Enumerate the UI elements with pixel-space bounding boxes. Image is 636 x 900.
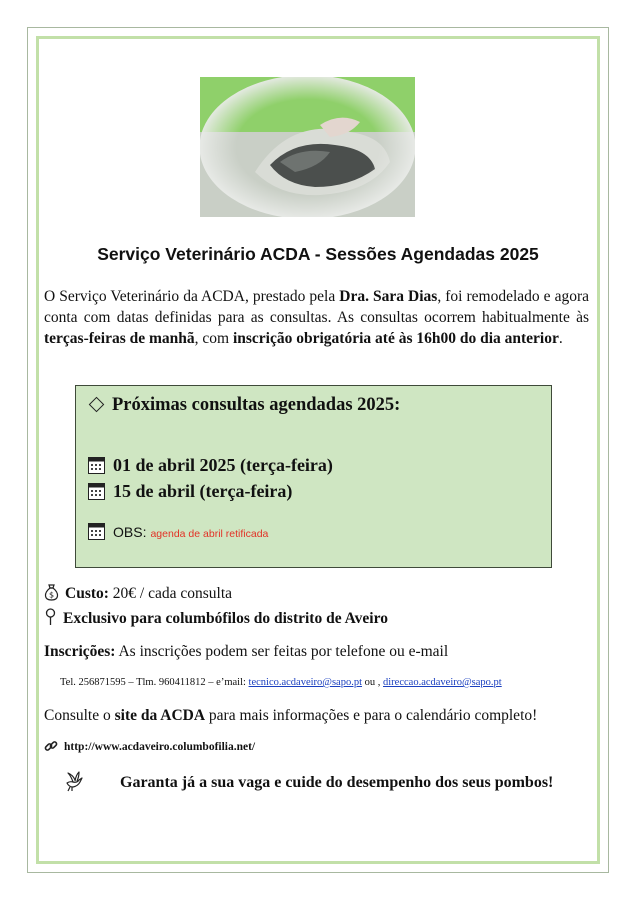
page-title: Serviço Veterinário ACDA - Sessões Agendadas 2025	[97, 244, 539, 264]
site-reference: site da ACDA	[114, 707, 206, 724]
email-link-direccao[interactable]: direccao.acdaveiro@sapo.pt	[383, 677, 502, 688]
contacts-line: Tel. 256871595 – Tlm. 960411812 – e’mail: tecnico.acdaveiro@sapo.pt ou , direccao.acdaveiro@sapo.pt	[60, 677, 502, 688]
registration-line: Inscrições: As inscrições podem ser feitas por telefone ou e-mail	[44, 643, 449, 660]
closing-message: Garanta já a sua vaga e cuide do desempenho dos seus pombos!	[120, 774, 554, 791]
location-pin-icon	[44, 608, 57, 626]
doctor-name: Dra. Sara Dias	[339, 288, 438, 305]
obs-note	[88, 523, 268, 540]
schedule-box	[75, 385, 552, 568]
registration-deadline: inscrição obrigatória até às 16h00 do dia anterior	[232, 330, 559, 347]
pigeon-photo	[200, 77, 415, 217]
obs-text: agenda de abril retificada	[150, 528, 269, 540]
email-link-tecnico[interactable]: tecnico.acdaveiro@sapo.pt	[248, 677, 363, 688]
schedule-date: 01 de abril 2025 (terça-feira)	[88, 455, 333, 476]
calendar-icon	[88, 523, 105, 540]
site-line: Consulte o site da ACDA para mais informações e para o calendário completo!	[44, 707, 538, 724]
consultation-days: terças-feiras de manhã	[44, 330, 195, 347]
schedule-heading: Próximas consultas agendadas 2025:	[88, 395, 400, 416]
website-url[interactable]: http://www.acdaveiro.columbofilia.net/	[44, 739, 255, 753]
obs-label: OBS:	[113, 524, 147, 540]
calendar-icon	[88, 457, 105, 474]
cost-line: $ Custo: 20€ / cada consulta	[44, 584, 232, 603]
calendar-icon	[88, 483, 105, 500]
schedule-date: 15 de abril (terça-feira)	[88, 481, 292, 502]
dove-icon	[64, 771, 84, 793]
link-icon	[44, 739, 58, 753]
svg-text:$: $	[48, 590, 55, 600]
money-bag-icon	[44, 584, 59, 601]
intro-paragraph: O Serviço Veterinário da ACDA, prestado pela Dra. Sara Dias, foi remodelado e agora conta com datas definidas para as consultas. As consultas ocorrem habitualmente às terças-feiras de manhã, com inscrição obrigatória até às 16h00 do dia anterior.	[44, 288, 590, 347]
diamond-icon	[89, 397, 105, 413]
exclusive-line: Exclusivo para columbófilos do distrito de Aveiro	[44, 608, 388, 628]
